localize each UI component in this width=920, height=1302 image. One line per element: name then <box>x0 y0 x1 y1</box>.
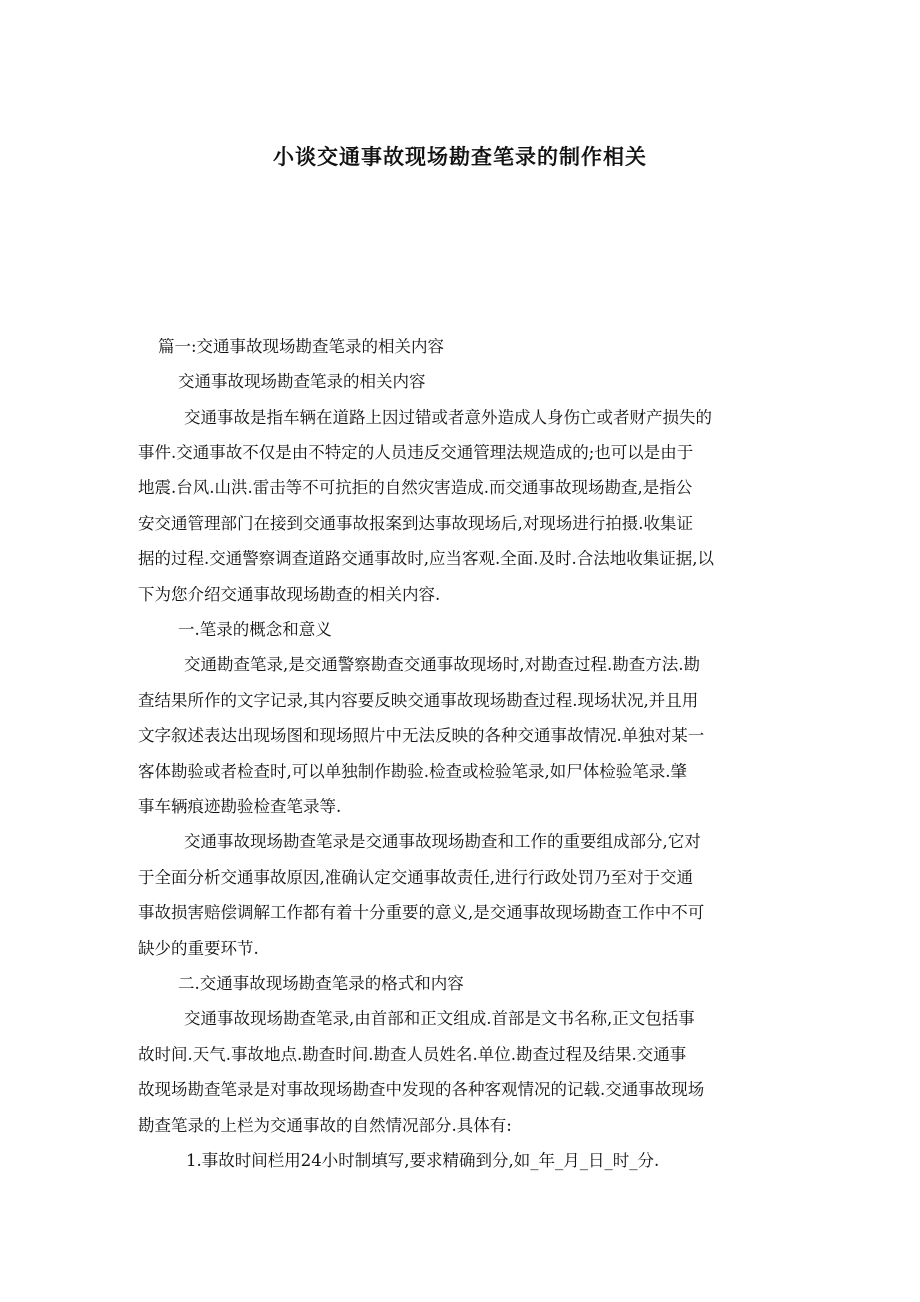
paragraph-line: 故时间.天气.事故地点.勘查时间.勘查人员姓名.单位.勘查过程及结果.交通事 <box>138 1045 687 1064</box>
paragraph-line: 地震.台风.山洪.雷击等不可抗拒的自然灾害造成.而交通事故现场勘查,是指公 <box>138 478 693 497</box>
paragraph-line: 下为您介绍交通事故现场勘查的相关内容. <box>138 585 441 604</box>
paragraph-line: 交通事故是指车辆在道路上因过错或者意外造成人身伤亡或者财产损失的 <box>184 408 712 427</box>
document-title: 小谈交通事故现场勘查笔录的制作相关 <box>273 144 647 169</box>
paragraph-line: 安交通管理部门在接到交通事故报案到达事故现场后,对现场进行拍摄.收集证 <box>138 514 693 533</box>
paragraph-line: 据的过程.交通警察调查道路交通事故时,应当客观.全面.及时.合法地收集证据,以 <box>138 549 714 568</box>
paragraph-line: 事件.交通事故不仅是由不特定的人员违反交通管理法规造成的;也可以是由于 <box>138 443 694 462</box>
section-heading: 二.交通事故现场勘查笔录的格式和内容 <box>178 974 464 993</box>
paragraph-line: 事故损害赔偿调解工作都有着十分重要的意义,是交通事故现场勘查工作中不可 <box>138 903 705 922</box>
paragraph-line: 缺少的重要环节. <box>138 939 259 958</box>
paragraph-line: 于全面分析交通事故原因,准确认定交通事故责任,进行行政处罚乃至对于交通 <box>138 868 693 887</box>
section-heading: 一.笔录的概念和意义 <box>178 620 332 639</box>
paragraph-line: 文字叙述表达出现场图和现场照片中无法反映的各种交通事故情况.单独对某一 <box>138 726 705 745</box>
paragraph-line: 交通事故现场勘查笔录是交通事故现场勘查和工作的重要组成部分,它对 <box>184 832 701 851</box>
paragraph-line: 交通勘查笔录,是交通警察勘查交通事故现场时,对勘查过程.勘查方法.勘 <box>184 655 700 674</box>
section-heading: 篇一:交通事故现场勘查笔录的相关内容 <box>158 337 445 356</box>
paragraph-line: 事车辆痕迹勘验检查笔录等. <box>138 797 342 816</box>
subsection-heading: 交通事故现场勘查笔录的相关内容 <box>178 372 426 391</box>
paragraph-line: 客体勘验或者检查时,可以单独制作勘验.检查或检验笔录,如尸体检验笔录.肇 <box>138 762 687 781</box>
paragraph-line: 故现场勘查笔录是对事故现场勘查中发现的各种客观情况的记载.交通事故现场 <box>138 1080 705 1099</box>
paragraph-line: 查结果所作的文字记录,其内容要反映交通事故现场勘查过程.现场状况,并且用 <box>138 691 699 710</box>
list-item: 1.事故时间栏用24小时制填写,要求精确到分,如_年_月_日_时_分. <box>186 1151 660 1170</box>
paragraph-line: 交通事故现场勘查笔录,由首部和正文组成.首部是文书名称,正文包括事 <box>184 1009 695 1028</box>
paragraph-line: 勘查笔录的上栏为交通事故的自然情况部分.具体有: <box>138 1116 512 1135</box>
